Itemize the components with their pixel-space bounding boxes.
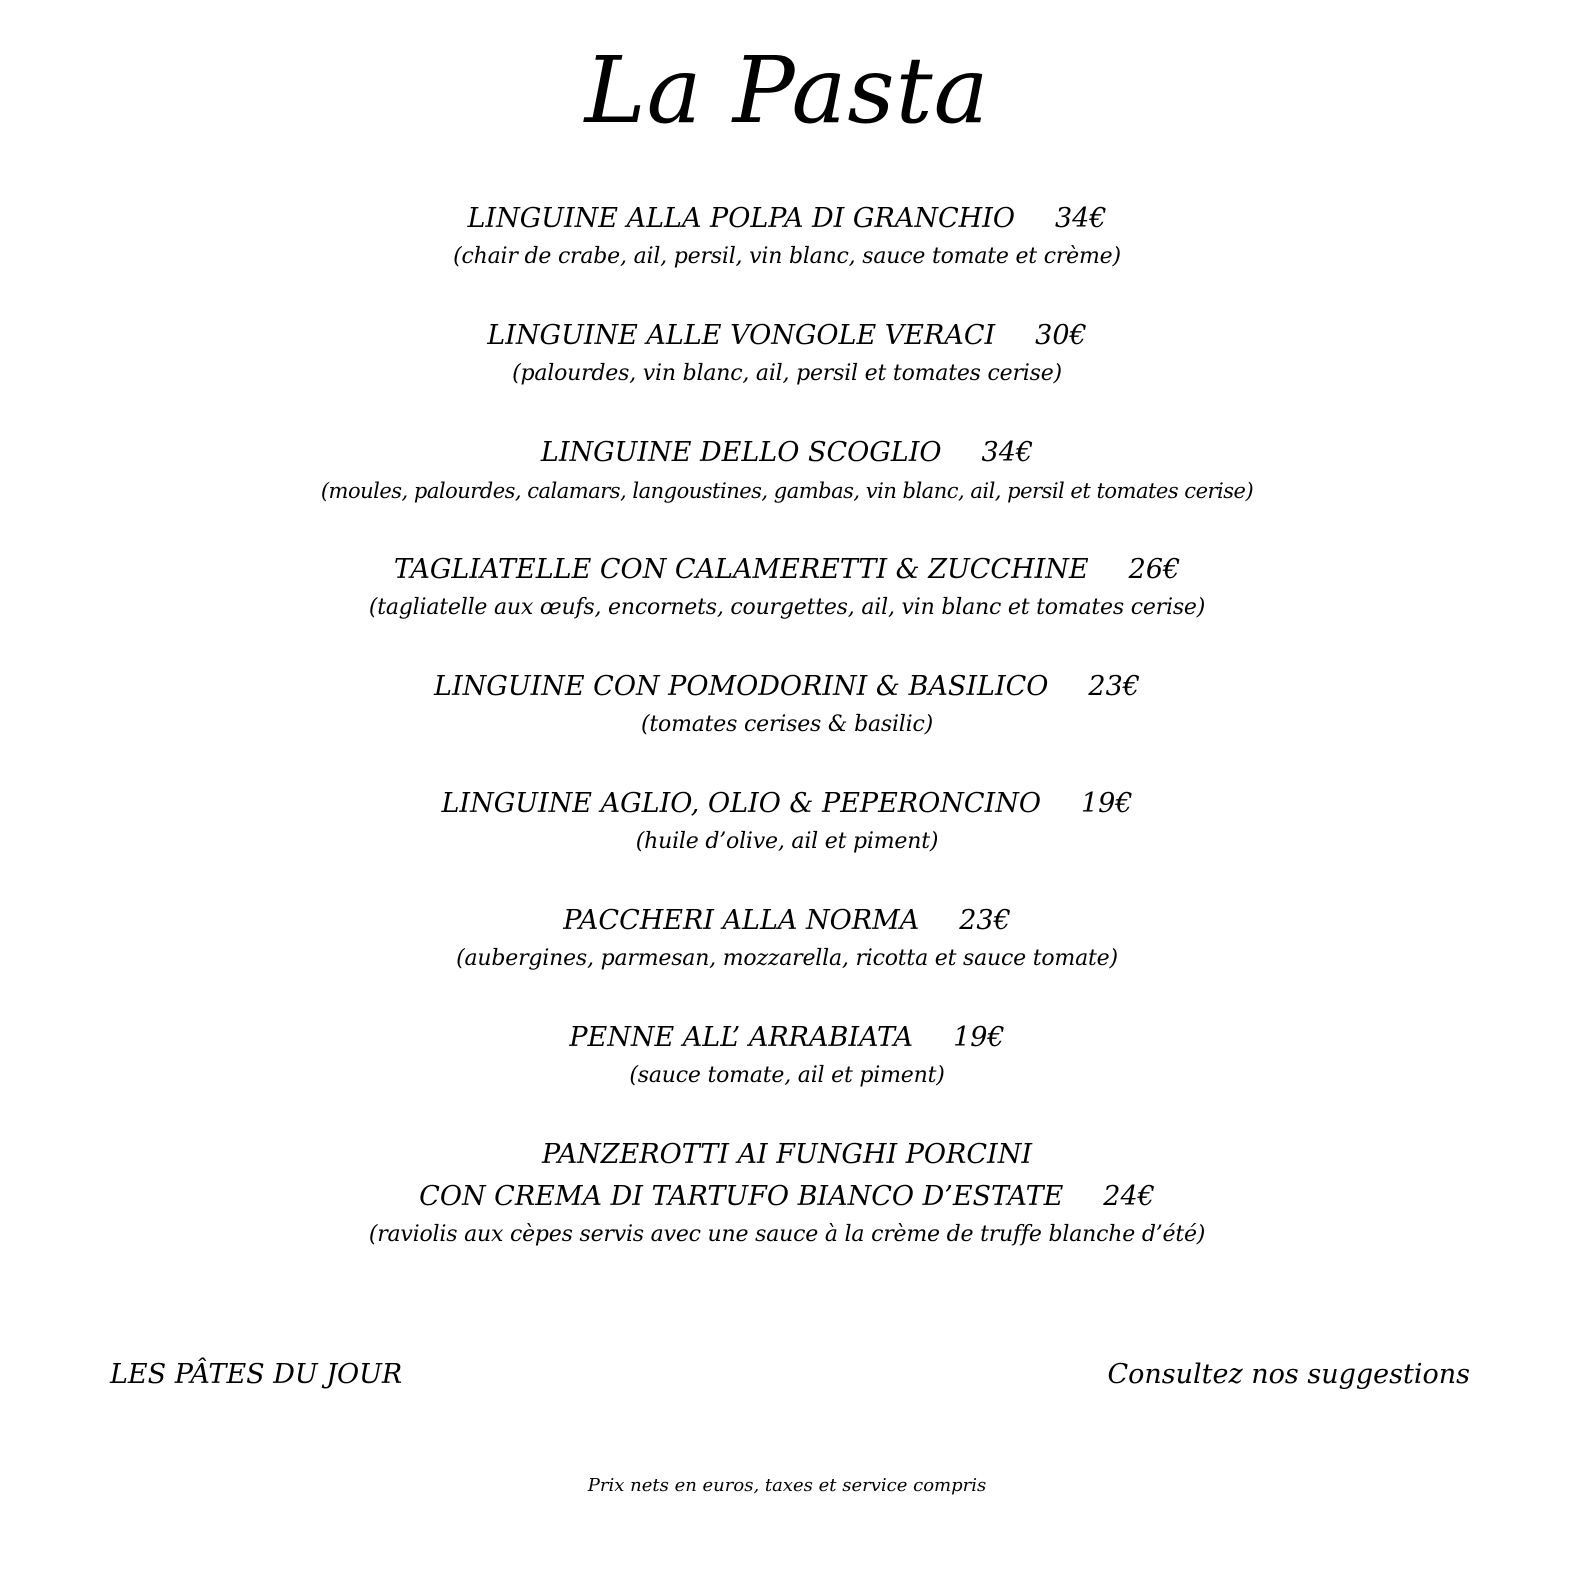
dish-price: 23€ bbox=[1088, 671, 1140, 702]
dish-name: LINGUINE AGLIO, OLIO & PEPERONCINO bbox=[441, 788, 1041, 819]
dish-price: 23€ bbox=[959, 905, 1011, 936]
dish-name: TAGLIATELLE CON CALAMERETTI & ZUCCHINE bbox=[393, 554, 1089, 585]
dish-name: PACCHERI ALLA NORMA bbox=[563, 905, 920, 936]
dish-description: (tagliatelle aux œufs, encornets, courgettes, ail, vin blanc et tomates cerise) bbox=[368, 595, 1206, 620]
dish-name-line bbox=[0, 783, 1574, 825]
dish-description: (sauce tomate, ail et piment) bbox=[629, 1063, 945, 1088]
dish-price: 19€ bbox=[953, 1022, 1005, 1053]
dish-name-line bbox=[0, 549, 1574, 591]
dish-item bbox=[0, 666, 1574, 783]
dish-price: 30€ bbox=[1035, 320, 1087, 351]
dish-item bbox=[0, 900, 1574, 1017]
dish-item bbox=[0, 198, 1574, 315]
dish-description: (aubergines, parmesan, mozzarella, ricotta et sauce tomate) bbox=[456, 946, 1118, 971]
dish-name: LINGUINE DELLO SCOGLIO bbox=[540, 437, 942, 468]
dish-description: (moules, palourdes, calamars, langoustines, gambas, vin blanc, ail, persil et tomates cerise) bbox=[320, 479, 1254, 503]
dish-price: 34€ bbox=[981, 437, 1034, 468]
suggestions-note: Consultez nos suggestions bbox=[1107, 1359, 1470, 1390]
dish-item bbox=[0, 1134, 1574, 1294]
dish-name-line bbox=[0, 900, 1574, 942]
dish-description: (huile d’olive, ail et piment) bbox=[635, 829, 939, 854]
dish-name: LINGUINE ALLA POLPA DI GRANCHIO bbox=[467, 203, 1015, 234]
dish-item bbox=[0, 549, 1574, 666]
dish-name-first-line: PANZEROTTI AI FUNGHI PORCINI bbox=[542, 1139, 1032, 1170]
dish-name-line bbox=[0, 1176, 1574, 1218]
dish-name: LINGUINE CON POMODORINI & BASILICO bbox=[434, 671, 1049, 702]
dish-item bbox=[0, 432, 1574, 549]
dish-description: (tomates cerises & basilic) bbox=[641, 712, 933, 737]
dish-price: 34€ bbox=[1054, 203, 1107, 234]
dish-item bbox=[0, 1017, 1574, 1134]
dish-price: 24€ bbox=[1103, 1181, 1155, 1212]
price-note: Prix nets en euros, taxes et service compris bbox=[587, 1475, 987, 1496]
dish-description: (palourdes, vin blanc, ail, persil et tomates cerise) bbox=[512, 361, 1062, 386]
page-title: La Pasta bbox=[584, 37, 990, 144]
dish-name: LINGUINE ALLE VONGOLE VERACI bbox=[487, 320, 996, 351]
dish-name-line bbox=[0, 198, 1574, 240]
dish-price: 26€ bbox=[1128, 554, 1181, 585]
dish-list bbox=[0, 198, 1574, 1294]
dish-name-line bbox=[0, 315, 1574, 357]
dish-description: (raviolis aux cèpes servis avec une sauce à la crème de truffe blanche d’été) bbox=[368, 1222, 1206, 1247]
dish-name-line bbox=[0, 1017, 1574, 1059]
dish-name-second-line: CON CREMA DI TARTUFO BIANCO D’ESTATE bbox=[419, 1181, 1064, 1212]
dish-description: (chair de crabe, ail, persil, vin blanc, sauce tomate et crème) bbox=[453, 244, 1121, 269]
dish-name-line bbox=[0, 666, 1574, 708]
dish-name: PENNE ALL’ ARRABIATA bbox=[569, 1022, 914, 1053]
dish-name-line bbox=[0, 432, 1574, 474]
dish-item bbox=[0, 783, 1574, 900]
dish-price: 19€ bbox=[1080, 788, 1133, 819]
dish-item bbox=[0, 315, 1574, 432]
daily-pasta-label: LES PÂTES DU JOUR bbox=[110, 1359, 403, 1390]
